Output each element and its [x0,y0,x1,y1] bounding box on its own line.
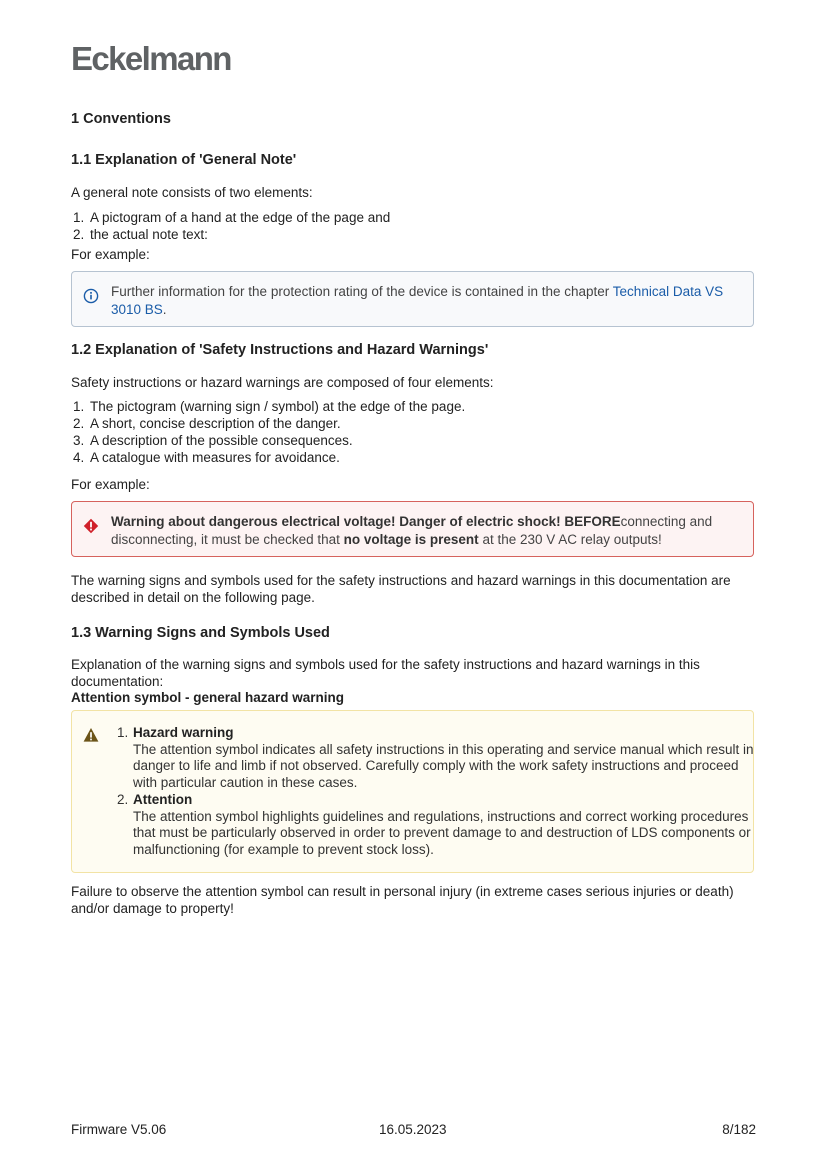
warning-triangle-icon [83,727,99,743]
info-circle-icon [83,288,99,304]
danger-diamond-icon [83,518,99,534]
list-item [132,792,754,859]
list-item: 3. A description of the possible consequences. [88,432,465,449]
danger-warning-box [71,501,754,557]
item-text: The attention symbol indicates all safety instructions in this operating and service manual which result in danger to life and limb if not observed. Carefully comply with the work safety instructions and proceed with particular caution in these cases. [133,741,754,791]
list-item: 1. A pictogram of a hand at the edge of the page and [88,209,390,226]
technical-data-link[interactable]: Technical Data VS 3010 BS [111,284,724,317]
eckelmann-logo: Eckelmann [71,40,231,77]
item-title: Attention [133,791,193,807]
note-text: Further information for the protection rating of the device is contained in the chapter Technical Data VS 3010 BS. [111,284,724,317]
warning-text: Warning about dangerous electrical voltage! Danger of electric shock! BEFOREconnecting and disconnecting, it must be checked that no voltage is present at the 230 V AC relay outputs! [111,514,713,547]
list-item [132,725,754,792]
footer-page-number: 8/182 [722,1122,756,1137]
section-1-1-title: 1.1 Explanation of 'General Note' [71,152,297,168]
section-1-1-list [71,209,390,243]
section-1-1-intro: A general note consists of two elements: [71,185,313,200]
section-1-3-after: Failure to observe the attention symbol can result in personal injury (in extreme cases serious injuries or death) and/or damage to property! [71,884,734,916]
section-1-3-title: 1.3 Warning Signs and Symbols Used [71,625,330,641]
attention-box [71,710,754,873]
footer-date: 16.05.2023 [379,1122,447,1137]
list-item: 2. the actual note text: [88,226,390,243]
list-item: 2. A short, concise description of the danger. [88,415,465,432]
section-1-2-list [71,398,465,466]
list-item: 4. A catalogue with measures for avoidance. [88,449,465,466]
section-1-2-intro: Safety instructions or hazard warnings are composed of four elements: [71,375,494,390]
example-label: For example: [71,247,150,262]
chapter-title: 1 Conventions [71,111,171,127]
section-1-2-title: 1.2 Explanation of 'Safety Instructions and Hazard Warnings' [71,342,489,358]
section-1-2-after: The warning signs and symbols used for the safety instructions and hazard warnings in this documentation are described in detail on the following page. [71,573,731,605]
example-label: For example: [71,477,150,492]
general-note-box [71,271,754,327]
attention-symbol-subtitle: Attention symbol - general hazard warning [71,690,345,705]
attention-list [111,725,754,859]
item-text: The attention symbol highlights guidelines and regulations, instructions and correct working procedures that must be particularly observed in order to prevent damage to and destruction of LDS components or malfunctioning (for example to prevent stock loss). [133,808,751,857]
footer-firmware: Firmware V5.06 [71,1122,167,1137]
section-1-3-intro: Explanation of the warning signs and symbols used for the safety instructions and hazard warnings in this documentation: [71,657,700,689]
item-title: Hazard warning [133,725,234,740]
list-item: 1. The pictogram (warning sign / symbol) at the edge of the page. [88,398,465,415]
